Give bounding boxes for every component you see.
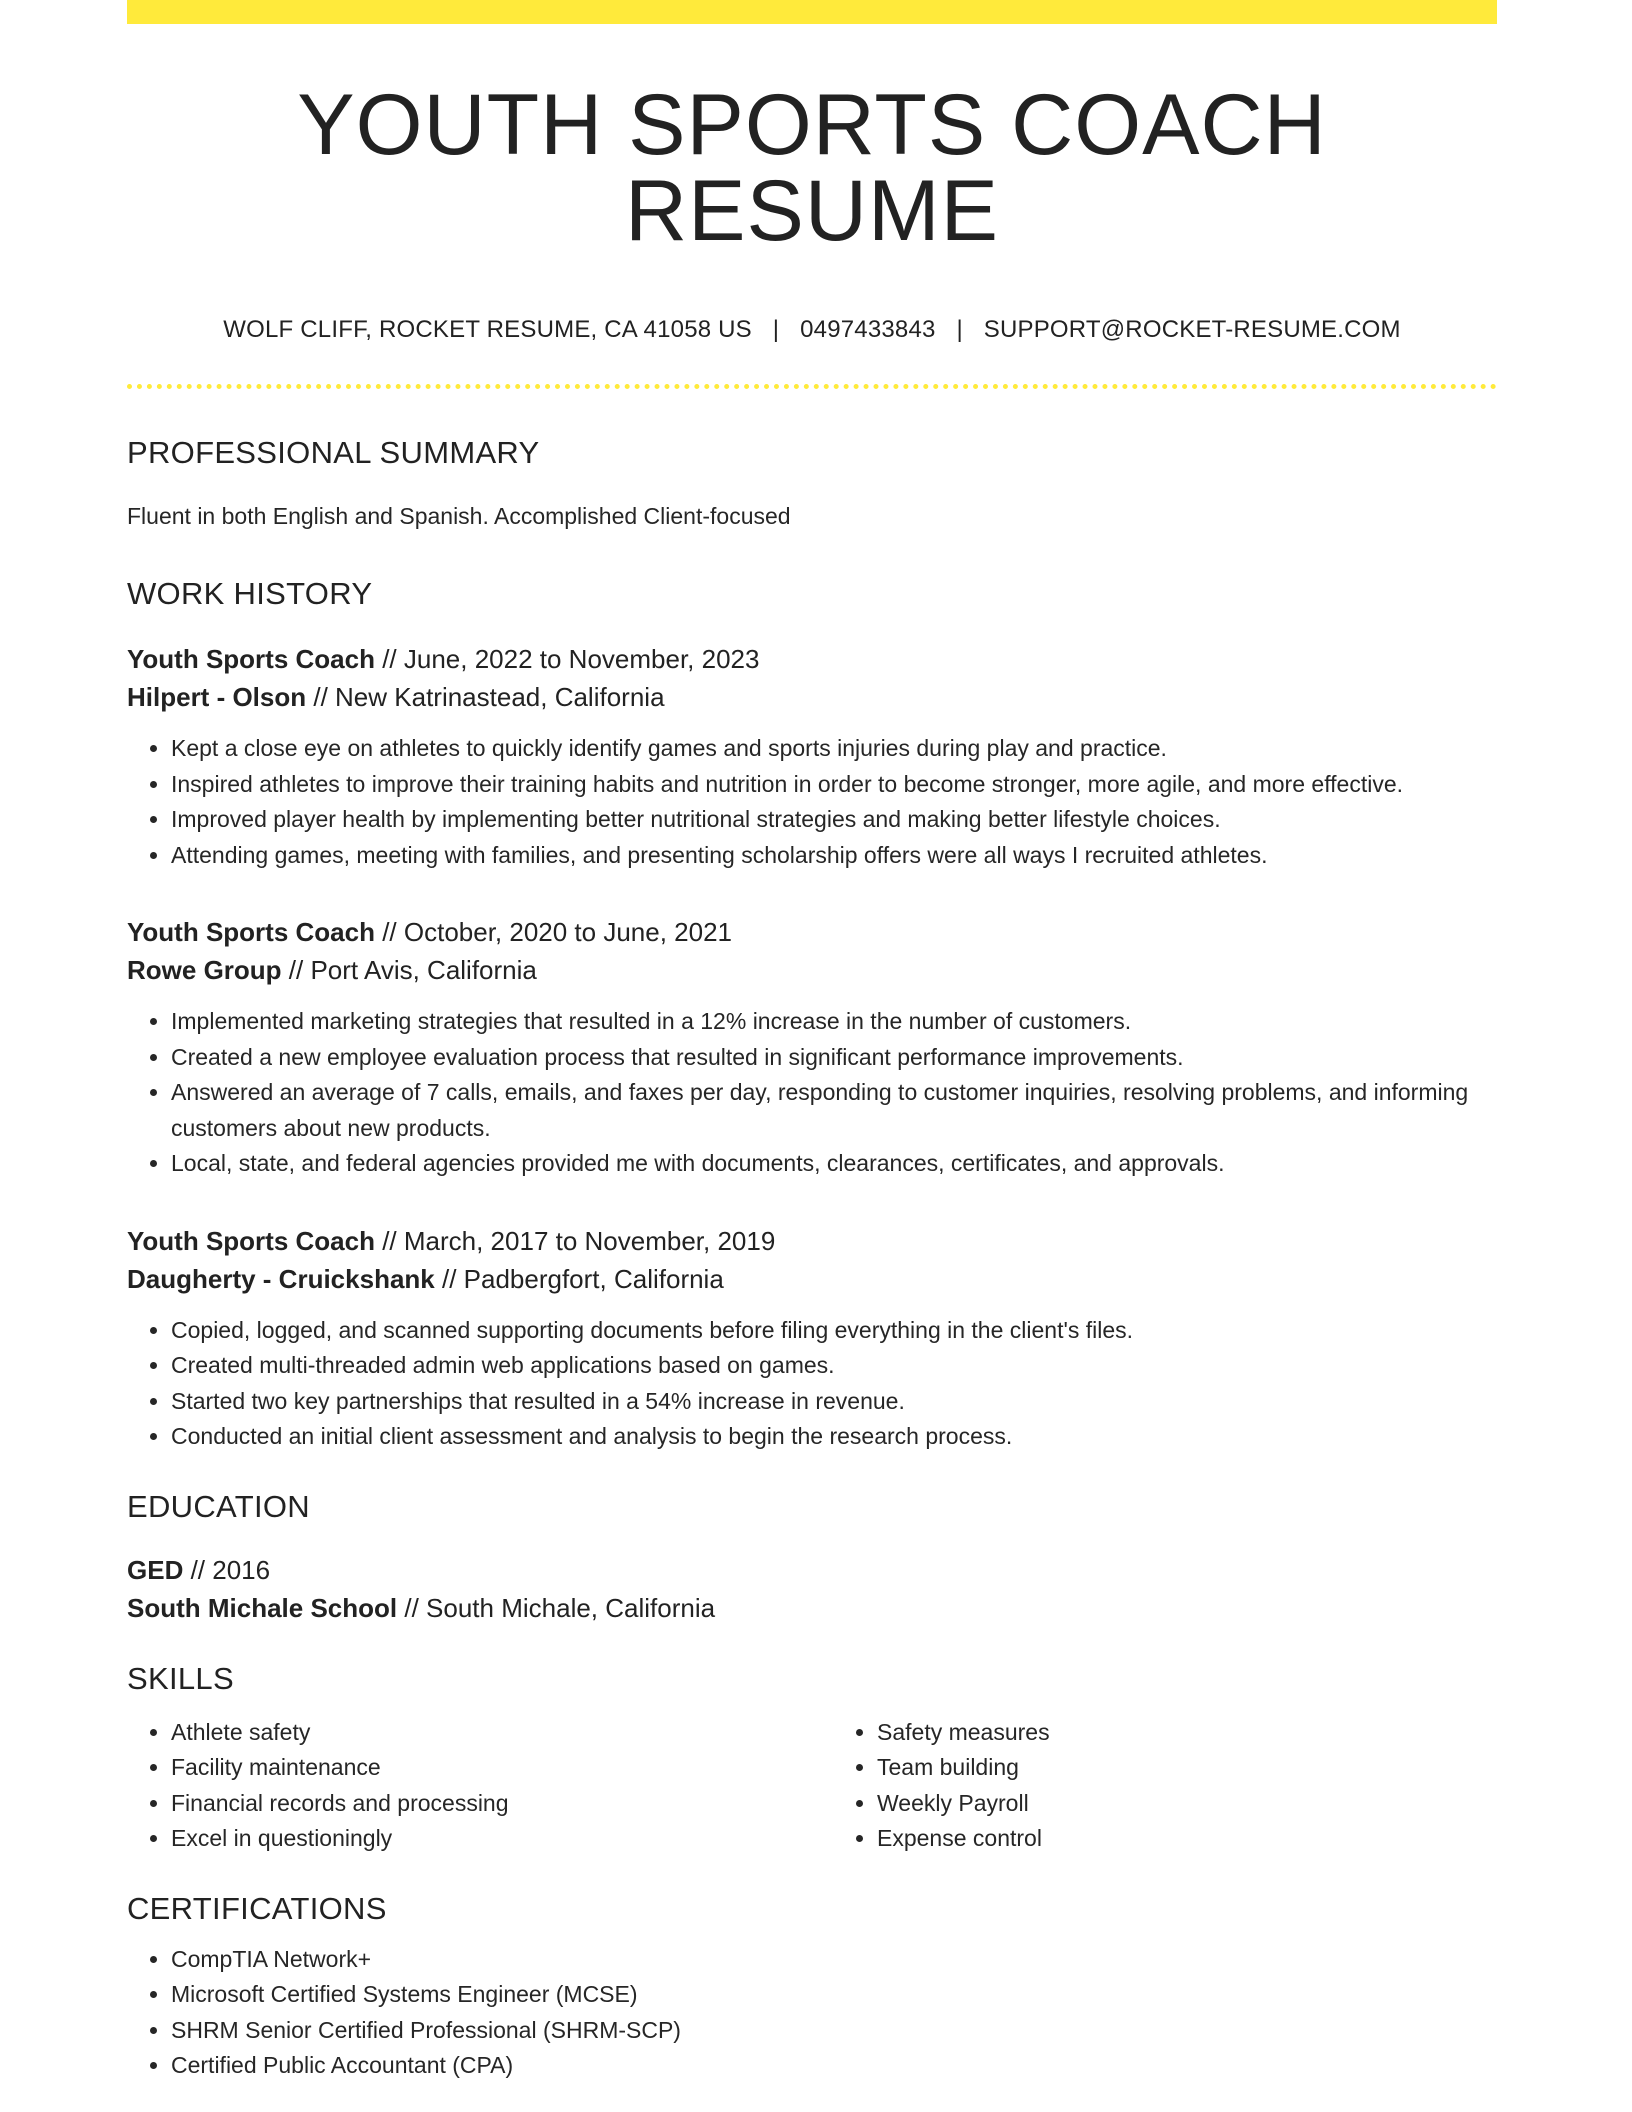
summary-text: Fluent in both English and Spanish. Accomplished Client-focused bbox=[127, 503, 791, 529]
job-company-line bbox=[127, 951, 1497, 989]
list-item: • Microsoft Certified Systems Engineer (MCSE) bbox=[171, 1977, 1497, 2013]
job-entry bbox=[127, 913, 1497, 1182]
education-school: South Michale School bbox=[127, 1592, 398, 1623]
job-role: Youth Sports Coach bbox=[127, 644, 375, 674]
job-dates: // October, 2020 to June, 2021 bbox=[382, 917, 733, 947]
contact-line bbox=[127, 316, 1497, 344]
job-role: Youth Sports Coach bbox=[127, 917, 375, 947]
list-item: • CompTIA Network+ bbox=[171, 1942, 1497, 1978]
list-item: • Kept a close eye on athletes to quickly identify games and sports injuries during play and practice. bbox=[171, 731, 1497, 767]
list-item: • Weekly Payroll bbox=[877, 1786, 1497, 1822]
list-item: • Safety measures bbox=[877, 1715, 1497, 1751]
list-item: • Inspired athletes to improve their training habits and nutrition in order to become stronger, more agile, and more effective. bbox=[171, 767, 1497, 803]
list-item: • Copied, logged, and scanned supporting documents before filing everything in the client's files. bbox=[171, 1313, 1497, 1349]
list-item: • Team building bbox=[877, 1750, 1497, 1786]
job-bullets bbox=[127, 1313, 1497, 1455]
list-item: • Created a new employee evaluation process that resulted in significant performance improvements. bbox=[171, 1040, 1497, 1076]
education-degree-line bbox=[127, 1551, 1497, 1589]
job-title-line bbox=[127, 913, 1497, 951]
skills-list-right bbox=[833, 1715, 1497, 1857]
certifications-heading: CERTIFICATIONS bbox=[127, 1890, 387, 1926]
list-item: • Improved player health by implementing better nutritional strategies and making better lifestyle choices. bbox=[171, 802, 1497, 838]
job-bullets bbox=[127, 1004, 1497, 1182]
job-dates: // March, 2017 to November, 2019 bbox=[382, 1225, 776, 1256]
dotted-divider bbox=[127, 384, 1497, 389]
job-title-line bbox=[127, 640, 1497, 678]
skills-heading: SKILLS bbox=[127, 1660, 234, 1696]
job-company: Hilpert - Olson bbox=[127, 682, 307, 712]
contact-separator: | bbox=[956, 316, 963, 343]
contact-separator: | bbox=[772, 316, 780, 343]
job-company: Daugherty - Cruickshank bbox=[127, 1263, 435, 1294]
list-item: • Athlete safety bbox=[171, 1715, 791, 1751]
job-company: Rowe Group bbox=[127, 955, 282, 985]
list-item: • Answered an average of 7 calls, emails, and faxes per day, responding to customer inquiries, resolving problems, and informing customers about new products. bbox=[171, 1075, 1497, 1146]
work-history-heading: WORK HISTORY bbox=[127, 576, 373, 611]
list-item: • Local, state, and federal agencies provided me with documents, clearances, certificates, and approvals. bbox=[171, 1146, 1497, 1182]
job-location: // Port Avis, California bbox=[288, 955, 537, 985]
resume-page bbox=[127, 0, 1497, 2084]
list-item: • Financial records and processing bbox=[171, 1786, 791, 1822]
education-year: // 2016 bbox=[190, 1554, 271, 1585]
resume-title: YOUTH SPORTS COACH RESUME bbox=[297, 77, 1327, 259]
contact-phone: 0497433843 bbox=[800, 316, 936, 343]
education-heading: EDUCATION bbox=[127, 1488, 310, 1524]
top-accent-bar bbox=[127, 0, 1497, 24]
list-item: • SHRM Senior Certified Professional (SHRM-SCP) bbox=[171, 2013, 1497, 2049]
job-dates: // June, 2022 to November, 2023 bbox=[382, 644, 760, 674]
job-company-line bbox=[127, 678, 1497, 716]
education-degree: GED bbox=[127, 1554, 184, 1585]
education-entry bbox=[127, 1551, 1497, 1627]
job-role: Youth Sports Coach bbox=[127, 1225, 375, 1256]
job-location: // Padbergfort, California bbox=[441, 1263, 724, 1294]
job-bullets bbox=[127, 731, 1497, 873]
job-title-line bbox=[127, 1222, 1497, 1260]
certifications-list bbox=[127, 1942, 1497, 2084]
skills-grid bbox=[127, 1715, 1497, 1857]
list-item: • Conducted an initial client assessment and analysis to begin the research process. bbox=[171, 1419, 1497, 1455]
list-item: • Expense control bbox=[877, 1821, 1497, 1857]
list-item: • Attending games, meeting with families, and presenting scholarship offers were all ways I recruited athletes. bbox=[171, 838, 1497, 874]
job-location: // New Katrinastead, California bbox=[313, 682, 665, 712]
job-entry bbox=[127, 640, 1497, 873]
list-item: • Excel in questioningly bbox=[171, 1821, 791, 1857]
list-item: • Created multi-threaded admin web applications based on games. bbox=[171, 1348, 1497, 1384]
job-entry bbox=[127, 1222, 1497, 1455]
job-company-line bbox=[127, 1260, 1497, 1298]
list-item: • Implemented marketing strategies that resulted in a 12% increase in the number of customers. bbox=[171, 1004, 1497, 1040]
list-item: • Facility maintenance bbox=[171, 1750, 791, 1786]
education-location: // South Michale, California bbox=[404, 1592, 716, 1623]
list-item: • Started two key partnerships that resulted in a 54% increase in revenue. bbox=[171, 1384, 1497, 1420]
skills-list-left bbox=[127, 1715, 791, 1857]
list-item: • Certified Public Accountant (CPA) bbox=[171, 2048, 1497, 2084]
education-school-line bbox=[127, 1589, 1497, 1627]
contact-address: WOLF CLIFF, ROCKET RESUME, CA 41058 US bbox=[223, 316, 752, 343]
summary-heading: PROFESSIONAL SUMMARY bbox=[127, 435, 540, 470]
contact-email: SUPPORT@ROCKET-RESUME.COM bbox=[983, 316, 1401, 343]
